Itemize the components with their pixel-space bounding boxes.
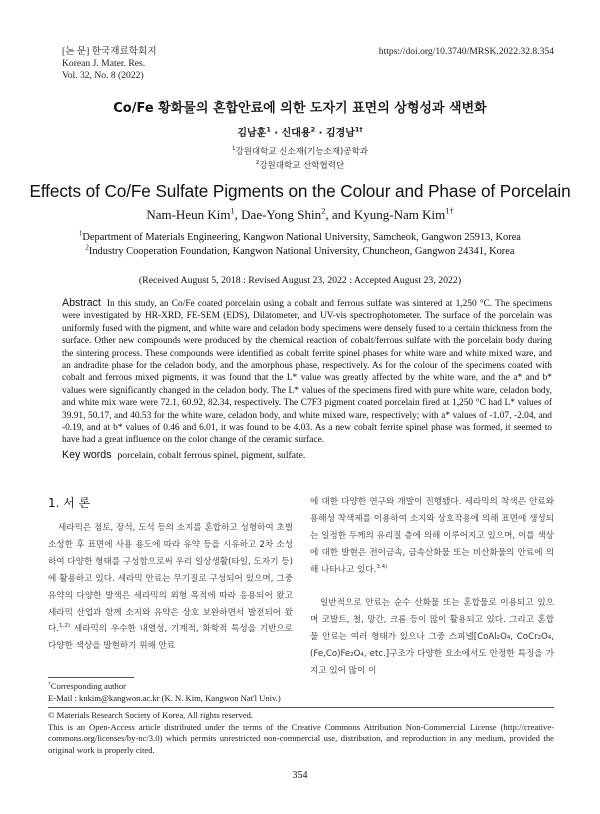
corresponding-email: E-Mail : knkim@kangwon.ac.kr (K. N. Kim, Kangwon Nat'l Univ.) xyxy=(48,692,281,703)
english-title: Effects of Co/Fe Sulfate Pigments on the Colour and Phase of Porcelain xyxy=(29,181,571,201)
journal-volume: Vol. 32, No. 8 (2022) xyxy=(62,70,144,81)
right-column-paragraph-1: 에 대한 다양한 연구와 개발이 진행됐다. 세라믹의 착색은 안료와 용해성 착색제를 이용하여 소지와 상호작용에 의해 표면에 생성되는 일정한 두께의 유리질 층에 의해 이루어지고 있으며, 이를 색상에 대한 발현은 전이금속, 금속산화물 또는 비산화물의 안료에 의해 나타나고 있다.$^{3,4)}$ xyxy=(310,497,554,575)
journal-name-ko: [논 문] 한국재료학회지 xyxy=(62,46,157,57)
keywords-text: porcelain, cobalt ferrous spinel, pigment, sulfate. xyxy=(117,450,306,461)
page-number: 354 xyxy=(292,770,308,781)
author-ko-2: 신대용 xyxy=(281,128,311,139)
author-ko-3: 김경남 xyxy=(325,128,355,139)
reference-marker: 3,4) xyxy=(376,563,388,570)
reference-marker: 1,2) xyxy=(59,623,71,630)
section-title: 1. 서 론 xyxy=(48,496,91,510)
keywords xyxy=(62,449,552,461)
corresponding-author: †Corresponding author xyxy=(48,681,126,691)
doi-link[interactable]: https://doi.org/10.3740/MRSK.2022.32.8.354 xyxy=(378,46,554,57)
author-en-1: Nam-Heun Kim xyxy=(146,207,231,222)
korean-affiliation-1: $^1$강원대학교 신소재(기능소재)공학과 xyxy=(231,146,369,157)
korean-affiliation-2: $^2$강원대학교 산학협력단 xyxy=(255,160,345,171)
footnote-divider xyxy=(48,677,134,678)
license-divider xyxy=(48,707,554,708)
left-column-paragraph: 세라믹은 점토, 장석, 도석 등의 소지를 혼합하고 성형하여 초벌 소성한 후 표면에 사용 용도에 따라 유약 등을 시유하고 2차 소성 하여 다양한 형태를 구성함으로써 우리 일상생활(타일, 도자기 등)에 활용하고 있다. 세라믹 안료는 무기질로 구성되어 있으며, 그중 유약의 다양한 발색은 세라믹의 외형 목적에 따라 응용되어 왔고 세라믹 산업과 함께 소지와 유약은 상호 보완하면서 발전되어 왔다.$^{1,2)}$ 세라믹의 우수한 내열성, 기계적, 화학적 특성을 기반으로 다양한 색상을 발현하기 위해 안료 xyxy=(48,523,293,652)
author-ko-1: 김남훈 xyxy=(237,128,267,139)
license-block xyxy=(48,710,554,756)
footnotes xyxy=(48,681,554,704)
korean-authors: 김남훈$^1$ · 신대용$^2$ · 김경남$^{1\dagger}$ xyxy=(237,125,363,139)
english-authors: Nam-Heun Kim$^1$, Dae-Yong Shin$^2$, and Kyung-Nam Kim$^{1\dagger}$ xyxy=(146,205,454,222)
english-affiliation-2: $^2$Industry Cooperation Foundation, Kangwon National University, Chuncheon, Gangwon 24341, Korea xyxy=(85,244,515,257)
english-affiliation-1: $^1$Department of Materials Engineering, Kangwon National University, Samcheok, Gangwon 25913, Korea xyxy=(79,230,521,243)
journal-name-en: Korean J. Mater. Res. xyxy=(62,58,146,69)
korean-title: Co/Fe 황화물의 혼합안료에 의한 도자기 표면의 상형성과 색변화 xyxy=(113,101,487,116)
author-en-2: Dae-Yong Shin xyxy=(241,207,322,222)
journal-header xyxy=(62,46,157,82)
author-en-3: Kyung-Nam Kim xyxy=(353,207,446,222)
license-text: This is an Open-Access article distributed under the terms of the Creative Commons Attribution Non-Commercial License (http://creative-commons.org/licenses/by-nc/3.0) which permits unrestricted non-commercial use, distribution, and reproduction in any medium, provided the original work is properly cited. xyxy=(48,721,554,755)
right-column-paragraph-2: 일반적으로 안료는 순수 산화물 또는 혼합물로 이용되고 있으며 코발트, 철, 망간, 크롬 등이 많이 활용되고 있다. 그리고 혼합물 안료는 여러 형태가 있으나 그중 스피넬[CoAl₂O₄, CoCr₂O₄, (Fe,Co)Fe₂O₄, etc.]구조가 다양한 요소에서도 안정한 특징을 가지고 있어 많이 이 xyxy=(310,598,554,676)
keywords-label: Key words xyxy=(62,449,112,461)
received-dates: (Received August 5, 2018 : Revised August 23, 2022 : Accepted August 23, 2022) xyxy=(138,275,462,286)
abstract xyxy=(62,297,552,447)
abstract-text: In this study, an Co/Fe coated porcelain using a cobalt and ferrous sulfate was sintered at 1,250 °C. The specimens were investigated by HR-XRD, FE-SEM (EDS), Dilatometer, and UV-vis spectrophotometer. The surface of the porcelain was uniformly fused with the pigment, and white ware and celadon body specimens were densely fused to a certain thickness from the surface. Other new compounds were produced by the chemical reaction of cobalt/ferrous sulfate with the porcelain body during the sintering process. These compounds were identified as cobalt ferrite spinel phases for white ware and white mixed ware, and an andradite phase for the celadon body, and the amorphous phase, respectively. As for the colour of the specimens coated with cobalt and ferrous mixed pigments, it was found that the L* value was greatly affected by the white ware, and the a* and b* values were significantly changed in the celadon body. The L* values of the specimens fired with pure white ware, celadon body, and white mix ware were 72.1, 60.92, 82.34, respectively. The C7F3 pigment coated porcelain fired at 1,250 °C had L* values of 39.91, 50.17, and 40.53 for the white ware, celadon body, and white mixed ware, respectively; with a* values of -1.07, -2.04, and -0.19, and at b* values of 0.46 and 6.01, it was found to be 4.03. As a new cobalt ferrite spinel phase was formed, it seemed to have had a great influence on the color change of the ceramic surface. xyxy=(62,299,552,446)
abstract-label: Abstract xyxy=(62,297,101,309)
copyright-notice: © Materials Research Society of Korea, All rights reserved. xyxy=(48,710,254,720)
